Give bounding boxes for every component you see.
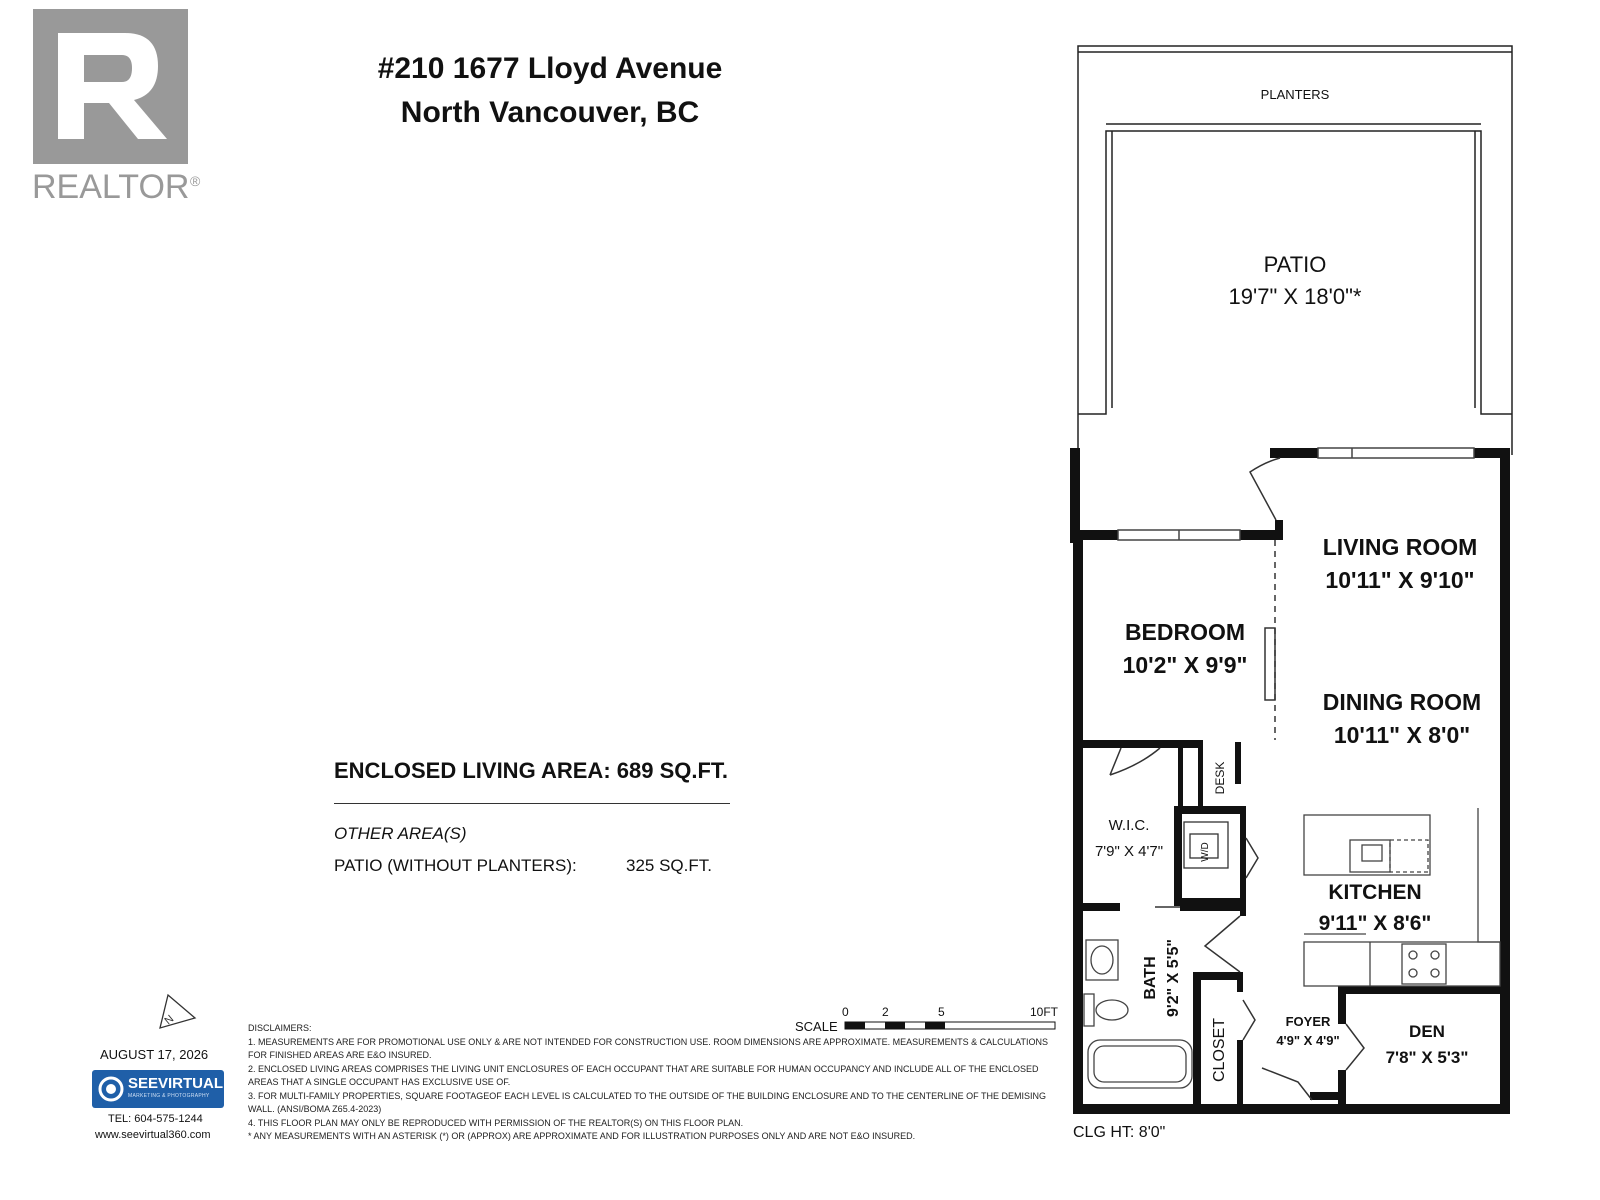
registered-mark: ® [190, 173, 201, 189]
patio-door [1250, 458, 1280, 520]
plan-date: AUGUST 17, 2026 [100, 1047, 209, 1062]
scale-tick-2: 2 [882, 1005, 889, 1019]
north-arrow-icon [160, 995, 195, 1028]
address-line-2: North Vancouver, BC [400, 96, 700, 129]
scale-label: SCALE [795, 1019, 838, 1034]
disclaimer-item: * ANY MEASUREMENTS WITH AN ASTERISK (*) OR (APPROX) ARE APPROXIMATE AND FOR ILLUSTRATION PURPOSES ONLY AND ARE NOT E&O INSURED. [248, 1131, 916, 1141]
disclaimers [248, 1022, 1068, 1144]
company-name: SEEVIRTUAL [128, 1075, 224, 1092]
foyer-dims: 4'9" X 4'9" [1276, 1033, 1340, 1048]
bedroom-name: BEDROOM [1124, 619, 1246, 645]
living-room-dims: 10'11" X 9'10" [1325, 567, 1475, 593]
foyer-name: FOYER [1285, 1014, 1331, 1029]
patio-area-value: 325 SQ.FT. [626, 856, 712, 875]
patio-room-name: PATIO [1263, 252, 1327, 277]
kitchen-dims: 9'11" X 8'6" [1318, 912, 1432, 935]
patio-room-dims: 19'7" X 18'0"* [1228, 284, 1362, 309]
realtor-wordmark: REALTOR [32, 168, 190, 206]
scale-tick-5: 5 [938, 1005, 945, 1019]
scale-tick-10: 10FT [1030, 1005, 1059, 1019]
windows [1118, 448, 1474, 540]
disclaimer-item: 3. FOR MULTI-FAMILY PROPERTIES, SQUARE FOOTAGEOF EACH LEVEL IS CALCULATED TO THE OUTSIDE OF THE BUILDING ENCLOSURE AND TO THE CENTERLINE OF THE DEMISING WALL. (ANSI/BOMA Z65.4-2023) [248, 1090, 1046, 1114]
company-tagline: MARKETING & PHOTOGRAPHY [128, 1093, 210, 1099]
desk-label: DESK [1213, 761, 1227, 795]
disclaimers-heading: DISCLAIMERS: [248, 1023, 312, 1033]
planters-label: PLANTERS [1260, 87, 1330, 102]
dining-room-dims: 10'11" X 8'0" [1333, 722, 1471, 748]
enclosed-living-area: ENCLOSED LIVING AREA: 689 SQ.FT. [334, 758, 729, 783]
kitchen-name: KITCHEN [1328, 881, 1422, 904]
north-letter: N [162, 1012, 177, 1028]
bath-dims: 9'2" X 5'5" [1165, 939, 1182, 1017]
swirl-icon [97, 1075, 125, 1103]
dining-room-name: DINING ROOM [1322, 689, 1482, 715]
closet-label: CLOSET [1211, 1017, 1228, 1083]
washer-dryer-label: W/D [1200, 842, 1211, 862]
wic-dims: 7'9" X 4'7" [1094, 843, 1164, 860]
disclaimer-item: 1. MEASUREMENTS ARE FOR PROMOTIONAL USE ONLY & ARE NOT INTENDED FOR CONSTRUCTION USE. ROOM DIMENSIONS ARE APPROXIMATE. MEASUREMENTS & CALCULATIONS FOR FINISHED AREAS ARE E&O INSURED. [248, 1036, 1048, 1060]
scale-tick-0: 0 [842, 1005, 849, 1019]
patio-planters [1078, 46, 1512, 455]
bath-name: BATH [1142, 956, 1159, 1000]
den-dims: 7'8" X 5'3" [1385, 1048, 1469, 1067]
living-room-name: LIVING ROOM [1322, 534, 1478, 560]
address-line-1: #210 1677 Lloyd Avenue [377, 52, 723, 85]
disclaimer-item: 2. ENCLOSED LIVING AREAS COMPRISES THE LIVING UNIT ENCLOSURES OF EACH OCCUPANT THAT ARE SUITABLE FOR HUMAN OCCUPANCY AND INCLUDE ALL OF THE ENCLOSED AREAS THAT A SINGLE OCCUPANT HAS EXCLUSIVE USE OF. [248, 1063, 1039, 1087]
wic-name: W.I.C. [1108, 817, 1150, 834]
patio-area-label: PATIO (WITHOUT PLANTERS): [334, 856, 577, 875]
other-areas-heading: OTHER AREA(S) [334, 824, 467, 843]
ceiling-height: CLG HT: 8'0" [1073, 1124, 1166, 1141]
company-website: www.seevirtual360.com [95, 1129, 211, 1141]
company-phone: TEL: 604-575-1244 [108, 1113, 203, 1125]
bedroom-dims: 10'2" X 9'9" [1122, 652, 1248, 678]
disclaimer-item: 4. THIS FLOOR PLAN MAY ONLY BE REPRODUCED WITH PERMISSION OF THE REALTOR(S) ON THIS FLOOR PLAN. [248, 1117, 744, 1128]
den-name: DEN [1409, 1022, 1445, 1041]
